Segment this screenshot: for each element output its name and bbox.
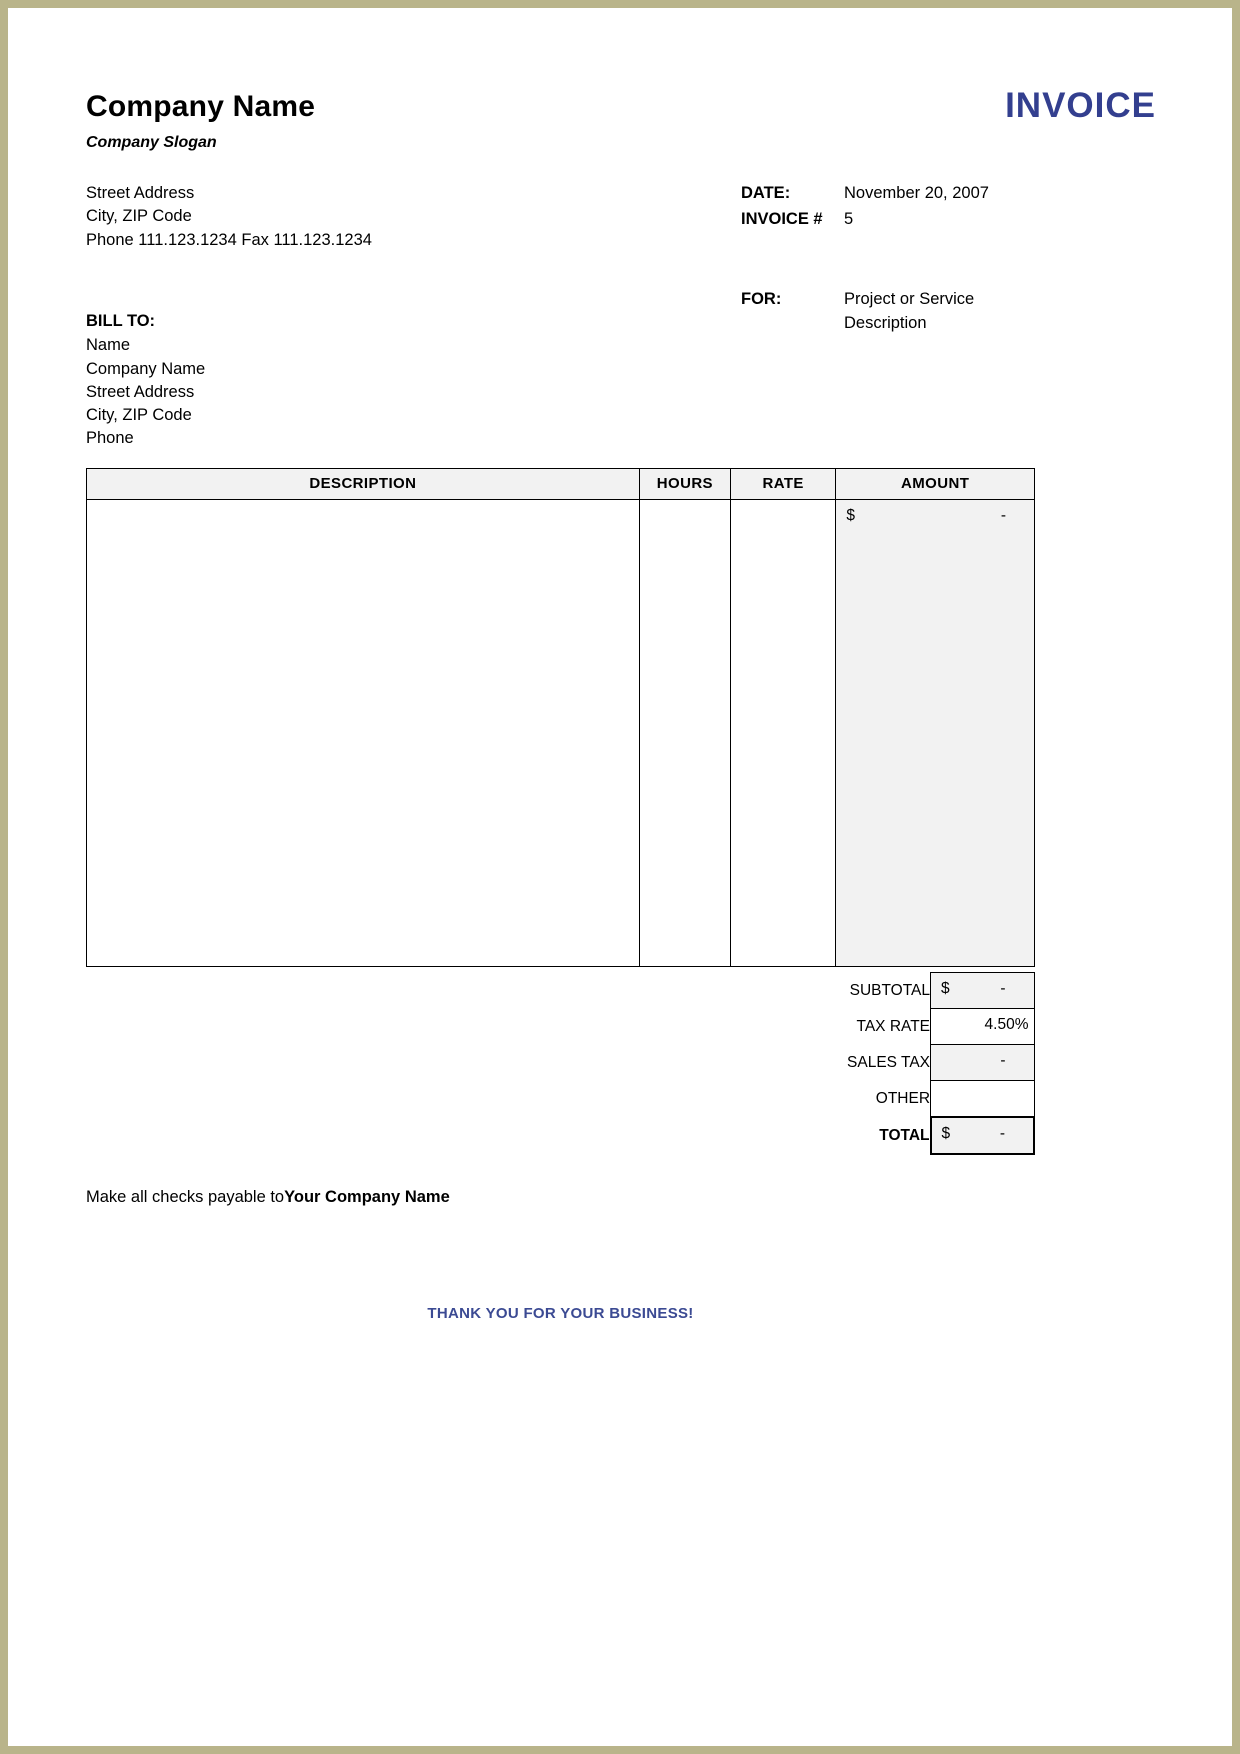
sender-street: Street Address bbox=[86, 184, 195, 202]
invoice-number-value: 5 bbox=[844, 209, 854, 228]
invoice-page bbox=[8, 8, 1232, 1746]
invoice-for-line1: Project or Service bbox=[844, 290, 975, 308]
sender-address bbox=[86, 182, 372, 252]
invoice-date-label: DATE: bbox=[741, 184, 791, 202]
company-slogan: Company Slogan bbox=[86, 134, 217, 151]
subtotal-currency: $ bbox=[941, 980, 950, 997]
invoice-number-row bbox=[741, 208, 989, 232]
sender-city-zip: City, ZIP Code bbox=[86, 207, 192, 226]
invoice-for-line2: Description bbox=[844, 313, 927, 332]
bill-to-company: Company Name bbox=[86, 359, 206, 378]
cell-amount[interactable] bbox=[836, 500, 1035, 967]
sales-tax-label: SALES TAX bbox=[847, 1053, 931, 1071]
other-value-cell[interactable] bbox=[931, 1081, 1034, 1118]
invoice-date-row bbox=[741, 182, 989, 206]
bill-to-name: Name bbox=[86, 336, 131, 355]
amount-currency: $ bbox=[846, 507, 855, 524]
total-value-cell[interactable] bbox=[931, 1117, 1034, 1154]
bill-to-street: Street Address bbox=[86, 382, 195, 401]
bill-to-phone: Phone bbox=[86, 429, 134, 448]
subtotal-value-cell[interactable] bbox=[931, 973, 1034, 1009]
sender-phone-fax: Phone 111.123.1234 Fax 111.123.1234 bbox=[86, 230, 372, 249]
sales-tax-value-cell[interactable] bbox=[931, 1045, 1034, 1081]
subtotal-label: SUBTOTAL bbox=[849, 981, 931, 999]
cell-rate[interactable] bbox=[731, 500, 836, 967]
invoice-number-label: INVOICE # bbox=[741, 209, 823, 228]
tax-rate-value-cell[interactable] bbox=[931, 1009, 1034, 1045]
invoice-sheet bbox=[86, 70, 1156, 1322]
totals-row-sales-tax bbox=[830, 1045, 1034, 1081]
total-value: - bbox=[999, 1125, 1005, 1142]
invoice-date-value: November 20, 2007 bbox=[844, 184, 989, 202]
other-label: OTHER bbox=[875, 1089, 931, 1107]
thank-you-note: THANK YOU FOR YOUR BUSINESS! bbox=[427, 1305, 694, 1322]
bill-to-block bbox=[86, 310, 205, 451]
line-items-table bbox=[86, 468, 1035, 967]
subtotal-value: - bbox=[1000, 980, 1006, 997]
payable-note bbox=[86, 1188, 450, 1207]
tax-rate-label: TAX RATE bbox=[856, 1017, 931, 1035]
totals-row-other bbox=[830, 1081, 1034, 1118]
payable-prefix: Make all checks payable to bbox=[86, 1188, 285, 1206]
invoice-for-value bbox=[844, 288, 974, 336]
totals-row-tax-rate bbox=[830, 1009, 1034, 1045]
tax-rate-value: 4.50% bbox=[984, 1016, 1029, 1033]
header-amount: AMOUNT bbox=[836, 469, 1035, 500]
invoice-title: INVOICE bbox=[1005, 86, 1156, 125]
header-description: DESCRIPTION bbox=[87, 469, 640, 500]
header-rate: RATE bbox=[731, 469, 836, 500]
invoice-for bbox=[741, 288, 974, 338]
total-label: TOTAL bbox=[879, 1126, 930, 1144]
invoice-meta bbox=[741, 182, 989, 234]
payable-company: Your Company Name bbox=[284, 1188, 450, 1206]
invoice-header bbox=[86, 70, 1156, 151]
cell-description[interactable] bbox=[87, 500, 640, 967]
cell-hours[interactable] bbox=[639, 500, 730, 967]
total-currency: $ bbox=[941, 1125, 951, 1142]
line-items-header-row bbox=[87, 469, 1035, 500]
header-hours: HOURS bbox=[639, 469, 730, 500]
table-row bbox=[87, 500, 1035, 967]
totals-row-total bbox=[830, 1117, 1034, 1154]
bill-to-city-zip: City, ZIP Code bbox=[86, 406, 192, 424]
invoice-for-row bbox=[741, 288, 974, 336]
totals-row-subtotal bbox=[830, 973, 1034, 1009]
bill-to-title: BILL TO: bbox=[86, 312, 156, 330]
amount-value: - bbox=[1000, 507, 1006, 524]
invoice-for-label: FOR: bbox=[741, 290, 782, 308]
company-name: Company Name bbox=[86, 90, 316, 123]
sales-tax-value: - bbox=[1000, 1052, 1006, 1069]
totals-table bbox=[830, 972, 1035, 1155]
